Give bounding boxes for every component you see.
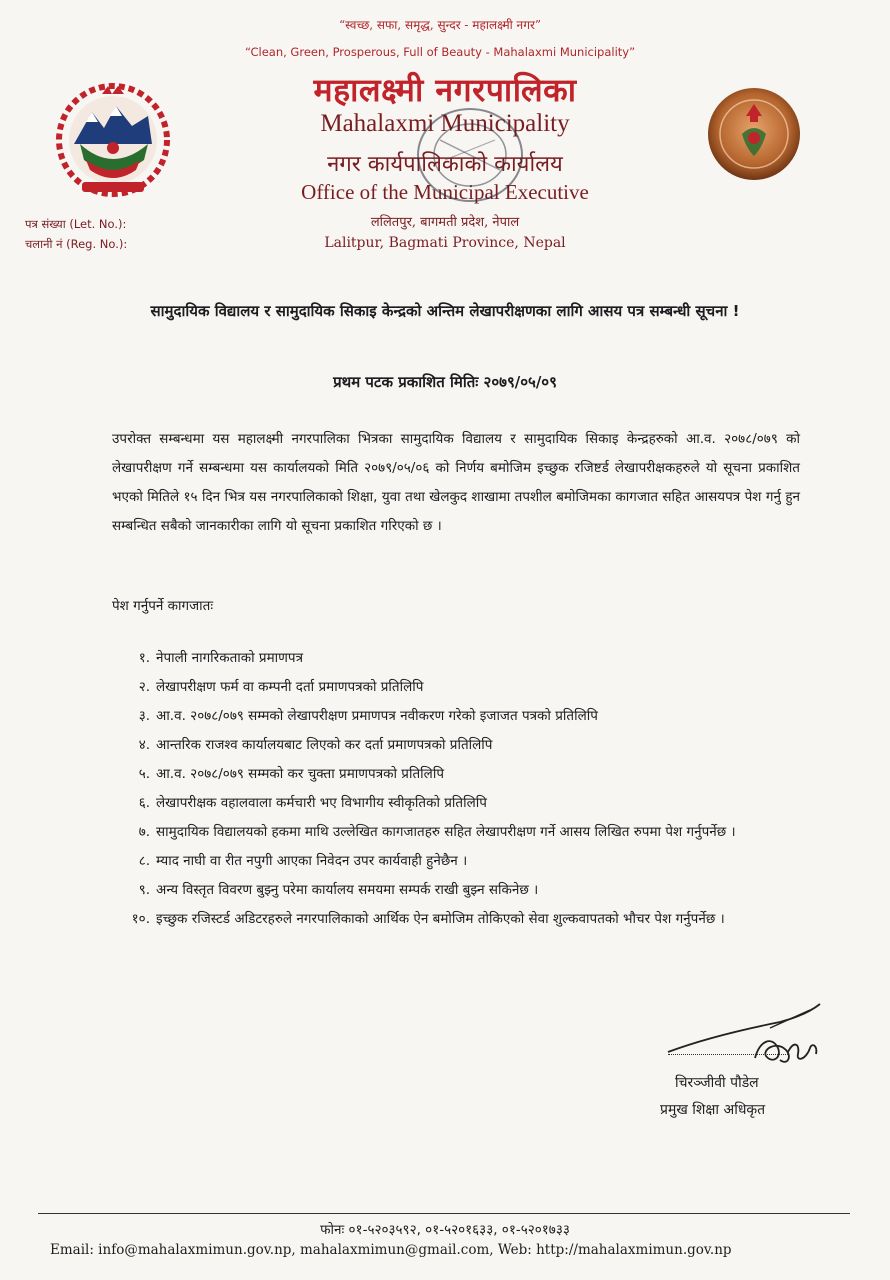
list-item-number: ३.: [138, 708, 150, 724]
list-item-number: २.: [138, 679, 150, 695]
footer-divider: [38, 1213, 850, 1214]
municipality-title-nepali: महालक्ष्मी नगरपालिका: [313, 71, 577, 109]
office-title-english: Office of the Municipal Executive: [301, 180, 589, 204]
signature-line: [668, 1054, 788, 1055]
slogan-nepali: “स्वच्छ, सफा, समृद्ध, सुन्दर - महालक्ष्मी नगर”: [338, 18, 541, 32]
list-item-number: ४.: [138, 737, 150, 753]
list-item-text: आन्तरिक राजश्व कार्यालयबाट लिएको कर दर्ता प्रमाणपत्रको प्रतिलिपि: [156, 737, 493, 753]
address-english: Lalitpur, Bagmati Province, Nepal: [324, 235, 566, 251]
office-title-nepali: नगर कार्यपालिकाको कार्यालय: [327, 152, 563, 177]
list-item: [108, 905, 828, 934]
list-item-text: लेखापरीक्षण फर्म वा कम्पनी दर्ता प्रमाणपत्रको प्रतिलिपि: [156, 679, 424, 695]
list-item: [108, 702, 828, 731]
list-item-text: इच्छुक रजिस्टर्ड अडिटरहरुले नगरपालिकाको आर्थिक ऐन बमोजिम तोकिएको सेवा शुल्कवापतको भौचर पेश गर्नुपर्नेछ ।: [156, 911, 725, 927]
list-item-number: ८.: [138, 853, 150, 869]
list-item-text: लेखापरीक्षक वहालवाला कर्मचारी भए विभागीय स्वीकृतिको प्रतिलिपि: [156, 795, 487, 811]
nepal-emblem-icon: [52, 82, 174, 200]
documents-list: [108, 644, 828, 934]
list-item-text: आ.व. २०७८/०७९ सम्मको कर चुक्ता प्रमाणपत्रको प्रतिलिपि: [156, 766, 444, 782]
notice-body: उपरोक्त सम्बन्धमा यस महालक्ष्मी नगरपालिका भित्रका सामुदायिक विद्यालय र सामुदायिक सिकाइ केन्द्रहरुको आ.व. २०७८/०७९ को लेखापरीक्षण गर्ने सम्बन्धमा यस कार्यालयको मिति २०७९/०५/०६ को निर्णय बमोजिम इच्छुक रजिष्टर्ड लेखापरीक्षकहरुले यो सूचना प्रकाशित भएको मितिले १५ दिन भित्र यस नगरपालिकाको शिक्षा, युवा तथा खेलकुद शाखामा तपशील बमोजिमका कागजात सहित आसयपत्र पेश गर्नु हुन सम्बन्धित सबैको जानकारीका लागि यो सूचना प्रकाशित गरिएको छ ।: [112, 431, 800, 534]
list-item-number: ६.: [138, 795, 150, 811]
notice-subject: सामुदायिक विद्यालय र सामुदायिक सिकाइ केन्द्रको अन्तिम लेखापरीक्षणका लागि आसय पत्र सम्बन्धी सूचना !: [150, 302, 740, 320]
list-item: [108, 731, 828, 760]
signature-icon: [660, 1000, 835, 1070]
letter-number-label: पत्र संख्या (Let. No.):: [25, 217, 127, 231]
list-item-text: नेपाली नागरिकताको प्रमाणपत्र: [156, 650, 304, 666]
municipality-seal-icon: [706, 86, 802, 182]
list-item: [108, 789, 828, 818]
office-stamp-icon: [410, 100, 530, 210]
list-item: [108, 760, 828, 789]
footer-contact: Email: info@mahalaxmimun.gov.np, mahalaxmimun@gmail.com, Web: http://mahalaxmimun.gov.np: [50, 1242, 732, 1258]
list-item-number: १०.: [131, 911, 150, 927]
address-nepali: ललितपुर, बागमती प्रदेश, नेपाल: [370, 215, 520, 230]
signatory-title: प्रमुख शिक्षा अधिकृत: [660, 1102, 766, 1118]
list-item-number: ७.: [138, 824, 150, 840]
footer-phone: फोनः ०१-५२०३५९२, ०१-५२०१६३३, ०१-५२०१७३३: [320, 1222, 570, 1238]
published-date: प्रथम पटक प्रकाशित मितिः २०७९/०५/०९: [333, 373, 557, 391]
list-item-text: अन्य विस्तृत विवरण बुझ्नु परेमा कार्यालय समयमा सम्पर्क राखी बुझ्न सकिनेछ ।: [156, 882, 539, 898]
list-item-number: ९.: [138, 882, 150, 898]
registration-number-label: चलानी नं (Reg. No.):: [25, 237, 128, 251]
documents-heading: पेश गर्नुपर्ने कागजातः: [112, 598, 214, 614]
signatory-name: चिरञ्जीवी पौडेल: [675, 1075, 759, 1091]
list-item-number: ५.: [138, 766, 150, 782]
list-item: [108, 818, 828, 847]
municipality-title-english: Mahalaxmi Municipality: [320, 110, 570, 137]
list-item-text: सामुदायिक विद्यालयको हकमा माथि उल्लेखित कागजातहरु सहित लेखापरीक्षण गर्ने आसय लिखित रुपमा पेश गर्नुपर्नेछ ।: [156, 824, 736, 840]
list-item: [108, 847, 828, 876]
slogan-english: “Clean, Green, Prosperous, Full of Beauty - Mahalaxmi Municipality”: [244, 45, 636, 59]
list-item-text: म्याद नाघी वा रीत नपुगी आएका निवेदन उपर कार्यवाही हुनेछैन ।: [156, 853, 468, 869]
list-item-number: १.: [138, 650, 150, 666]
list-item: [108, 673, 828, 702]
list-item-text: आ.व. २०७८/०७९ सम्मको लेखापरीक्षण प्रमाणपत्र नवीकरण गरेको इजाजत पत्रको प्रतिलिपि: [156, 708, 598, 724]
list-item: [108, 644, 828, 673]
list-item: [108, 876, 828, 905]
